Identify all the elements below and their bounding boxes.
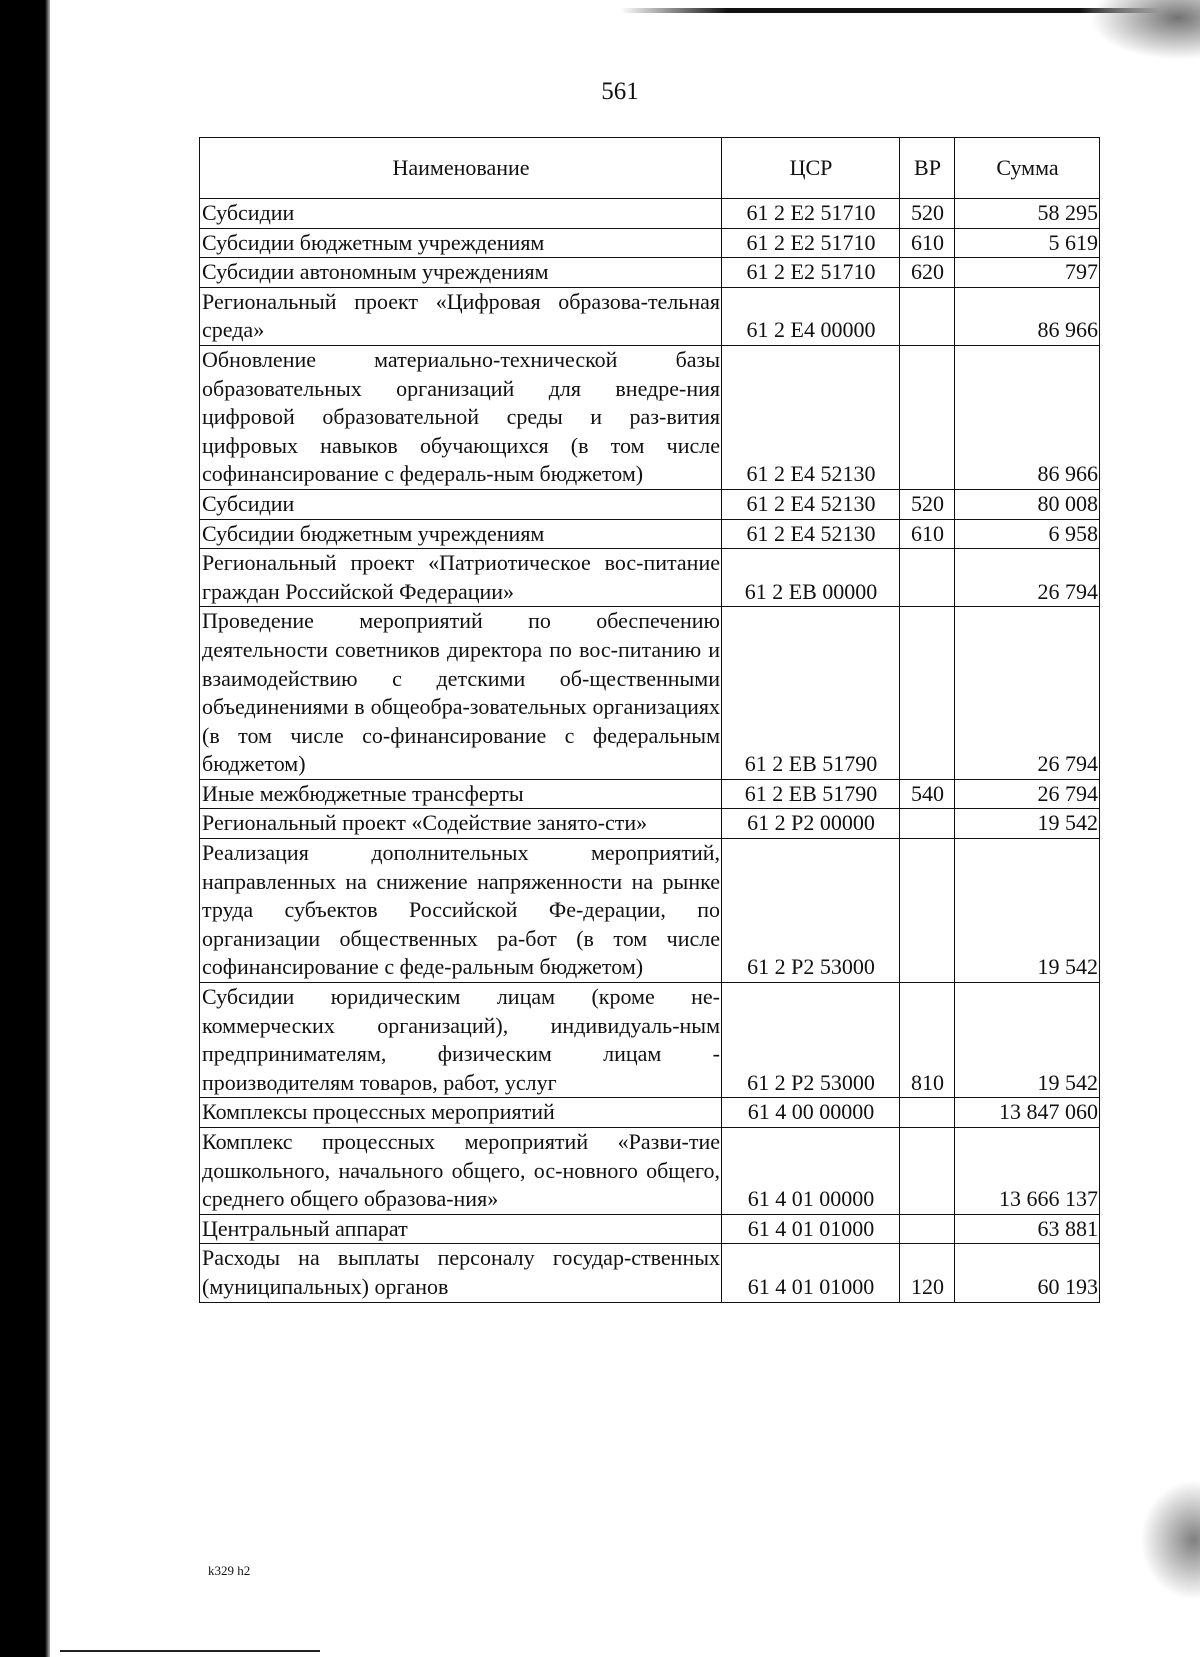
table-row (200, 549, 1100, 607)
row-name: Иные межбюджетные трансферты (200, 779, 722, 809)
row-vr: 120 (900, 1244, 955, 1302)
row-sum: 19 542 (955, 983, 1100, 1098)
row-vr (900, 1098, 955, 1128)
budget-table (199, 137, 1100, 1303)
row-name: Расходы на выплаты персоналу государ-ственных (муниципальных) органов (200, 1244, 722, 1302)
row-vr (900, 607, 955, 780)
row-name: Субсидии автономным учреждениям (200, 258, 722, 288)
header-row (200, 138, 1100, 199)
row-name: Проведение мероприятий по обеспечению деятельности советников директора по вос-питанию и взаимодействию с детскими об-щественными объединениями в общеобра-зовательных организациях (в том числе со-финансирование с федеральным бюджетом) (200, 607, 722, 780)
table-row (200, 1098, 1100, 1128)
row-sum: 26 794 (955, 607, 1100, 780)
table-row (200, 1214, 1100, 1244)
row-name: Региональный проект «Патриотическое вос-питание граждан Российской Федерации» (200, 549, 722, 607)
row-csr: 61 4 01 01000 (722, 1214, 900, 1244)
row-csr: 61 2 Р2 53000 (722, 839, 900, 983)
table-row (200, 607, 1100, 780)
row-csr: 61 4 01 01000 (722, 1244, 900, 1302)
row-csr: 61 2 Е4 52130 (722, 489, 900, 519)
row-sum: 26 794 (955, 549, 1100, 607)
row-sum: 13 847 060 (955, 1098, 1100, 1128)
row-sum: 19 542 (955, 839, 1100, 983)
scan-noise-top-right (1090, 0, 1200, 60)
row-csr: 61 4 01 00000 (722, 1128, 900, 1215)
table-row (200, 839, 1100, 983)
table-row (200, 1128, 1100, 1215)
table-row (200, 983, 1100, 1098)
row-name: Региональный проект «Цифровая образова-тельная среда» (200, 287, 722, 345)
row-name: Субсидии бюджетным учреждениям (200, 228, 722, 258)
row-sum: 6 958 (955, 519, 1100, 549)
page-number: 561 (601, 78, 639, 105)
footer-code: k329 h2 (208, 1563, 251, 1578)
table-row (200, 519, 1100, 549)
row-sum: 5 619 (955, 228, 1100, 258)
header-name: Наименование (200, 138, 722, 199)
row-name: Обновление материально-технической базы образовательных организаций для внедре-ния цифровой образовательной среды и раз-вития цифровых навыков обучающихся (в том числе софинансирование с федераль-ным бюджетом) (200, 345, 722, 489)
row-csr: 61 2 Е4 00000 (722, 287, 900, 345)
row-name: Реализация дополнительных мероприятий, направленных на снижение напряженности на рынке труда субъектов Российской Фе-дерации, по организации общественных ра-бот (в том числе софинансирование с феде-ральным бюджетом) (200, 839, 722, 983)
row-sum: 26 794 (955, 779, 1100, 809)
row-vr (900, 287, 955, 345)
row-csr: 61 2 Е2 51710 (722, 199, 900, 229)
row-csr: 61 2 ЕВ 00000 (722, 549, 900, 607)
row-name: Региональный проект «Содействие занято-сти» (200, 809, 722, 839)
row-vr: 540 (900, 779, 955, 809)
row-vr (900, 1128, 955, 1215)
header-csr: ЦСР (722, 138, 900, 199)
table-row (200, 228, 1100, 258)
header-sum: Сумма (955, 138, 1100, 199)
table-row (200, 345, 1100, 489)
table-row (200, 1244, 1100, 1302)
row-name: Субсидии (200, 489, 722, 519)
row-name: Субсидии бюджетным учреждениям (200, 519, 722, 549)
table-row (200, 287, 1100, 345)
row-name: Комплекс процессных мероприятий «Разви-тие дошкольного, начального общего, ос-новного общего, среднего общего образова-ния» (200, 1128, 722, 1215)
row-sum: 86 966 (955, 287, 1100, 345)
scan-bottom-edge (60, 1650, 320, 1652)
row-vr: 610 (900, 519, 955, 549)
row-vr: 520 (900, 489, 955, 519)
row-sum: 797 (955, 258, 1100, 288)
row-name: Субсидии (200, 199, 722, 229)
header-vr: ВР (900, 138, 955, 199)
row-vr (900, 1214, 955, 1244)
row-sum: 60 193 (955, 1244, 1100, 1302)
row-csr: 61 2 Е2 51710 (722, 258, 900, 288)
row-csr: 61 2 ЕВ 51790 (722, 607, 900, 780)
row-vr (900, 549, 955, 607)
row-sum: 86 966 (955, 345, 1100, 489)
scan-top-edge (620, 8, 1160, 13)
row-name: Центральный аппарат (200, 1214, 722, 1244)
row-sum: 13 666 137 (955, 1128, 1100, 1215)
row-csr: 61 2 Е4 52130 (722, 345, 900, 489)
row-sum: 58 295 (955, 199, 1100, 229)
table-row (200, 809, 1100, 839)
row-vr (900, 809, 955, 839)
table-row (200, 258, 1100, 288)
row-vr (900, 345, 955, 489)
row-name: Субсидии юридическим лицам (кроме не-коммерческих организаций), индивидуаль-ным предпринимателям, физическим лицам - производителям товаров, работ, услуг (200, 983, 722, 1098)
row-vr (900, 839, 955, 983)
row-name: Комплексы процессных мероприятий (200, 1098, 722, 1128)
table-row (200, 779, 1100, 809)
row-csr: 61 2 ЕВ 51790 (722, 779, 900, 809)
row-vr: 610 (900, 228, 955, 258)
row-sum: 19 542 (955, 809, 1100, 839)
row-vr: 520 (900, 199, 955, 229)
row-csr: 61 4 00 00000 (722, 1098, 900, 1128)
row-vr: 620 (900, 258, 955, 288)
table-row (200, 489, 1100, 519)
row-vr: 810 (900, 983, 955, 1098)
row-csr: 61 2 Р2 53000 (722, 983, 900, 1098)
table-row (200, 199, 1100, 229)
scan-left-edge (0, 0, 50, 1657)
row-csr: 61 2 Е2 51710 (722, 228, 900, 258)
scan-noise-bottom-right (1140, 1480, 1200, 1600)
row-csr: 61 2 Р2 00000 (722, 809, 900, 839)
row-sum: 63 881 (955, 1214, 1100, 1244)
row-sum: 80 008 (955, 489, 1100, 519)
row-csr: 61 2 Е4 52130 (722, 519, 900, 549)
